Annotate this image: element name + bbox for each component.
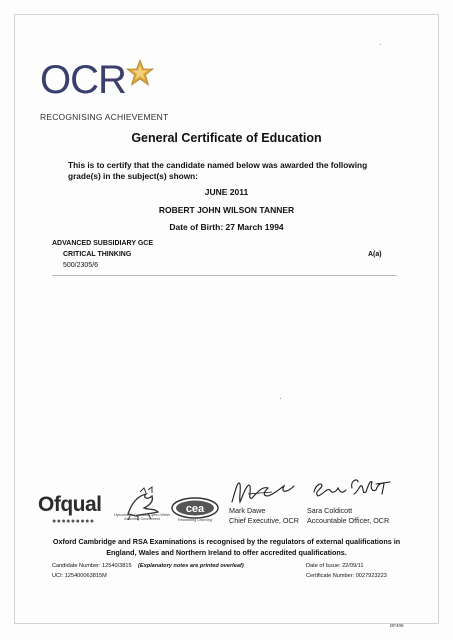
divider	[52, 275, 397, 276]
ofqual-wordmark: Ofqual	[38, 493, 102, 516]
star-icon	[125, 58, 155, 88]
signatory-1-name: Mark Dawe	[229, 506, 266, 515]
paper-speck	[380, 44, 381, 45]
date-of-birth: Date of Birth: 27 March 1994	[169, 222, 284, 232]
explanatory-note: (Explanatory notes are printed overleaf)	[138, 563, 244, 569]
certificate-border	[14, 14, 439, 624]
candidate-name: ROBERT JOHN WILSON TANNER	[158, 205, 295, 215]
paper-speck	[280, 398, 281, 399]
qualification-level: ADVANCED SUBSIDIARY GCE	[52, 240, 153, 247]
certificate-number: Certificate Number: 0027923223	[306, 573, 387, 579]
recognition-statement	[0, 536, 453, 558]
subject-grade: A(a)	[368, 251, 382, 258]
signature-sara-coldicott	[310, 474, 392, 502]
form-code: DF406	[390, 623, 404, 628]
signature-mark-dawe	[228, 474, 298, 508]
candidate-number: Candidate Number: 12540/3815	[52, 563, 132, 569]
subject-name: CRITICAL THINKING	[63, 251, 132, 258]
uci-number: UCI: 125400063815M	[52, 573, 107, 579]
exam-session: JUNE 2011	[204, 187, 249, 197]
cea-logo	[170, 496, 220, 520]
signatory-2-name: Sara Coldicott	[307, 506, 353, 515]
date-of-issue: Date of Issue: 22/09/11	[306, 563, 364, 569]
recognition-text: Oxford Cambridge and RSA Examinations is recognised by the regulators of external qualifications in England, Wales and Northern Ireland to offer accredited qualifications.	[52, 537, 401, 557]
ocr-tagline: RECOGNISING ACHIEVEMENT	[40, 112, 169, 122]
subject-code: 500/2305/6	[63, 262, 99, 269]
certify-statement: This is to certify that the candidate named below was awarded the following grade(s) in the subject(s) shown:	[68, 160, 368, 181]
cea-wordmark: cea	[185, 503, 205, 515]
ocr-wordmark: OCR	[40, 58, 126, 102]
ofqual-logo	[38, 493, 102, 525]
cea-caption: Rewarding Learning	[178, 518, 212, 522]
signatory-1-role: Chief Executive, OCR	[229, 516, 299, 525]
welsh-assembly-caption: Llywodraeth Cynulliad Cymru Welsh Assembly Government	[113, 513, 171, 521]
ofqual-dots: ●●●●●●●●●	[52, 518, 95, 525]
certificate-title: General Certificate of Education	[131, 131, 322, 145]
signatory-2-role: Accountable Officer, OCR	[307, 516, 390, 525]
